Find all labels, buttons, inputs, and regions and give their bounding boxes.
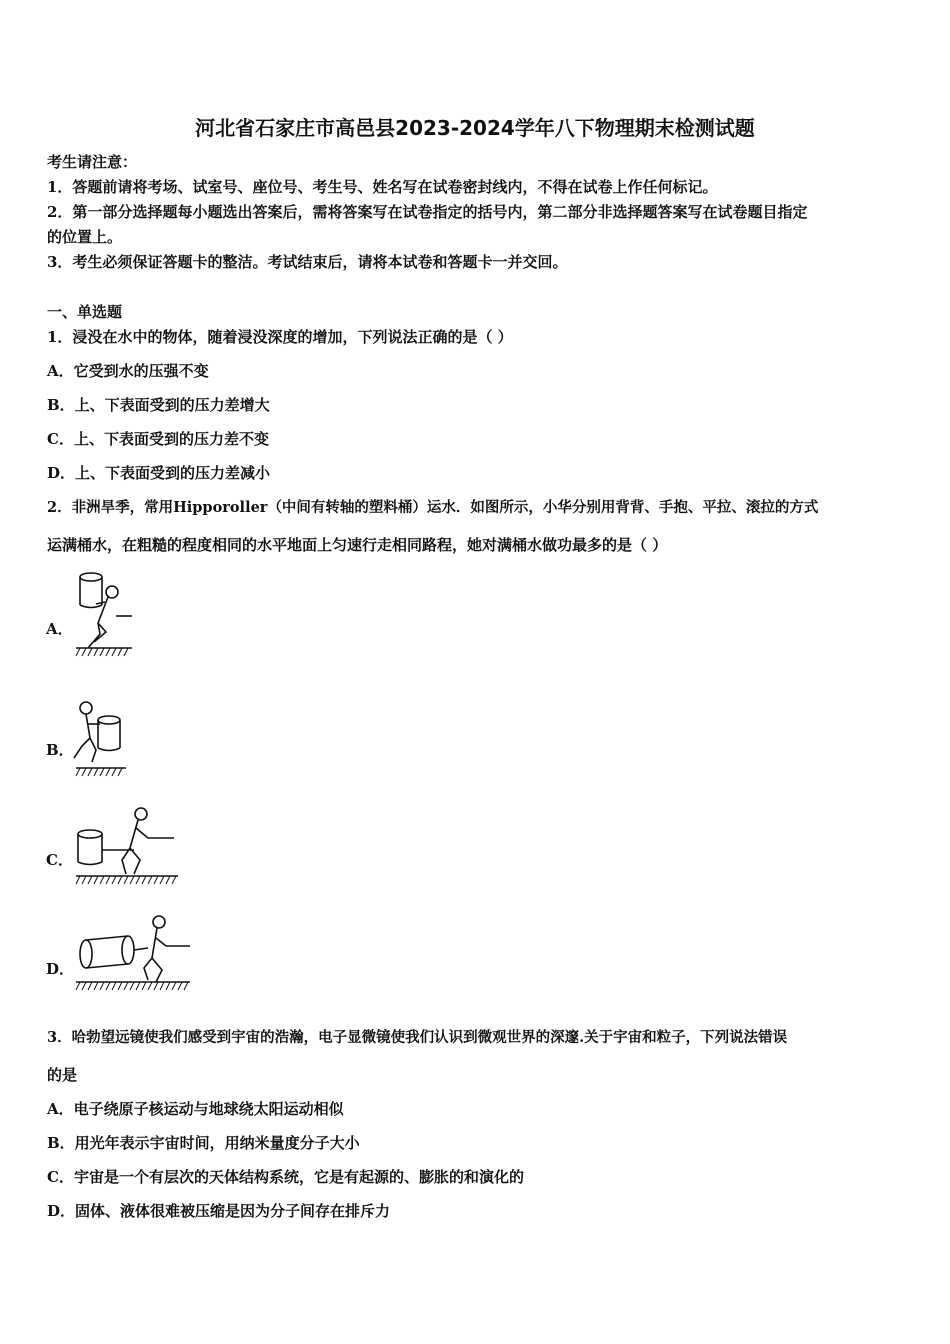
q1-option-d: D．上、下表面受到的压力差减小 — [47, 464, 271, 482]
q2-figure-d-roll-pull — [74, 912, 194, 996]
q3-stem-line2: 的是 — [47, 1066, 78, 1084]
q2-option-a-label: A． — [46, 620, 73, 638]
q2-stem-line2: 运满桶水，在粗糙的程度相同的水平地面上匀速行走相同路程，她对满桶水做功最多的是（ ） — [47, 536, 668, 554]
notice-line-2-cont: 的位置上。 — [47, 228, 123, 246]
notice-heading: 考生请注意： — [47, 153, 138, 171]
q1-option-a: A．它受到水的压强不变 — [47, 362, 209, 380]
q2-option-c-label: C． — [46, 851, 73, 869]
q3-option-c: C．宇宙是一个有层次的天体结构系统，它是有起源的、膨胀的和演化的 — [47, 1168, 524, 1186]
notice-line-1: 1．答题前请将考场、试室号、座位号、考生号、姓名写在试卷密封线内，不得在试卷上作任何标记。 — [47, 178, 718, 196]
notice-line-3: 3．考生必须保证答题卡的整洁。考试结束后，请将本试卷和答题卡一并交回。 — [47, 253, 568, 271]
q1-stem: 1．浸没在水中的物体，随着浸没深度的增加，下列说法正确的是（ ） — [47, 328, 513, 346]
q3-option-b: B．用光年表示宇宙时间，用纳米量度分子大小 — [47, 1134, 360, 1152]
page-title: 河北省石家庄市高邑县2023-2024学年八下物理期末检测试题 — [195, 116, 755, 140]
q2-figure-c-flat-pull — [74, 804, 180, 886]
q2-option-b-label: B． — [46, 741, 74, 759]
q3-option-a: A．电子绕原子核运动与地球绕太阳运动相似 — [47, 1100, 344, 1118]
q2-option-d-label: D． — [46, 960, 75, 978]
section-heading: 一、单选题 — [47, 303, 123, 321]
notice-line-2: 2．第一部分选择题每小题选出答案后，需将答案写在试卷指定的括号内，第二部分非选择题答案写在试卷题目指定 — [47, 203, 808, 221]
q1-option-c: C．上、下表面受到的压力差不变 — [47, 430, 269, 448]
q2-figure-a-back-carry — [74, 568, 136, 660]
q2-stem-line1: 2．非洲旱季，常用Hipporoller（中间有转轴的塑料桶）运水．如图所示，小华分别用背背、手抱、平拉、滚拉的方式 — [47, 499, 819, 516]
q2-figure-b-hand-hold — [68, 698, 132, 780]
q3-stem-line1: 3．哈勃望远镜使我们感受到宇宙的浩瀚，电子显微镜使我们认识到微观世界的深邃.关于宇宙和粒子，下列说法错误 — [47, 1029, 788, 1046]
q1-option-b: B．上、下表面受到的压力差增大 — [47, 396, 270, 414]
q3-option-d: D．固体、液体很难被压缩是因为分子间存在排斥力 — [47, 1202, 391, 1220]
